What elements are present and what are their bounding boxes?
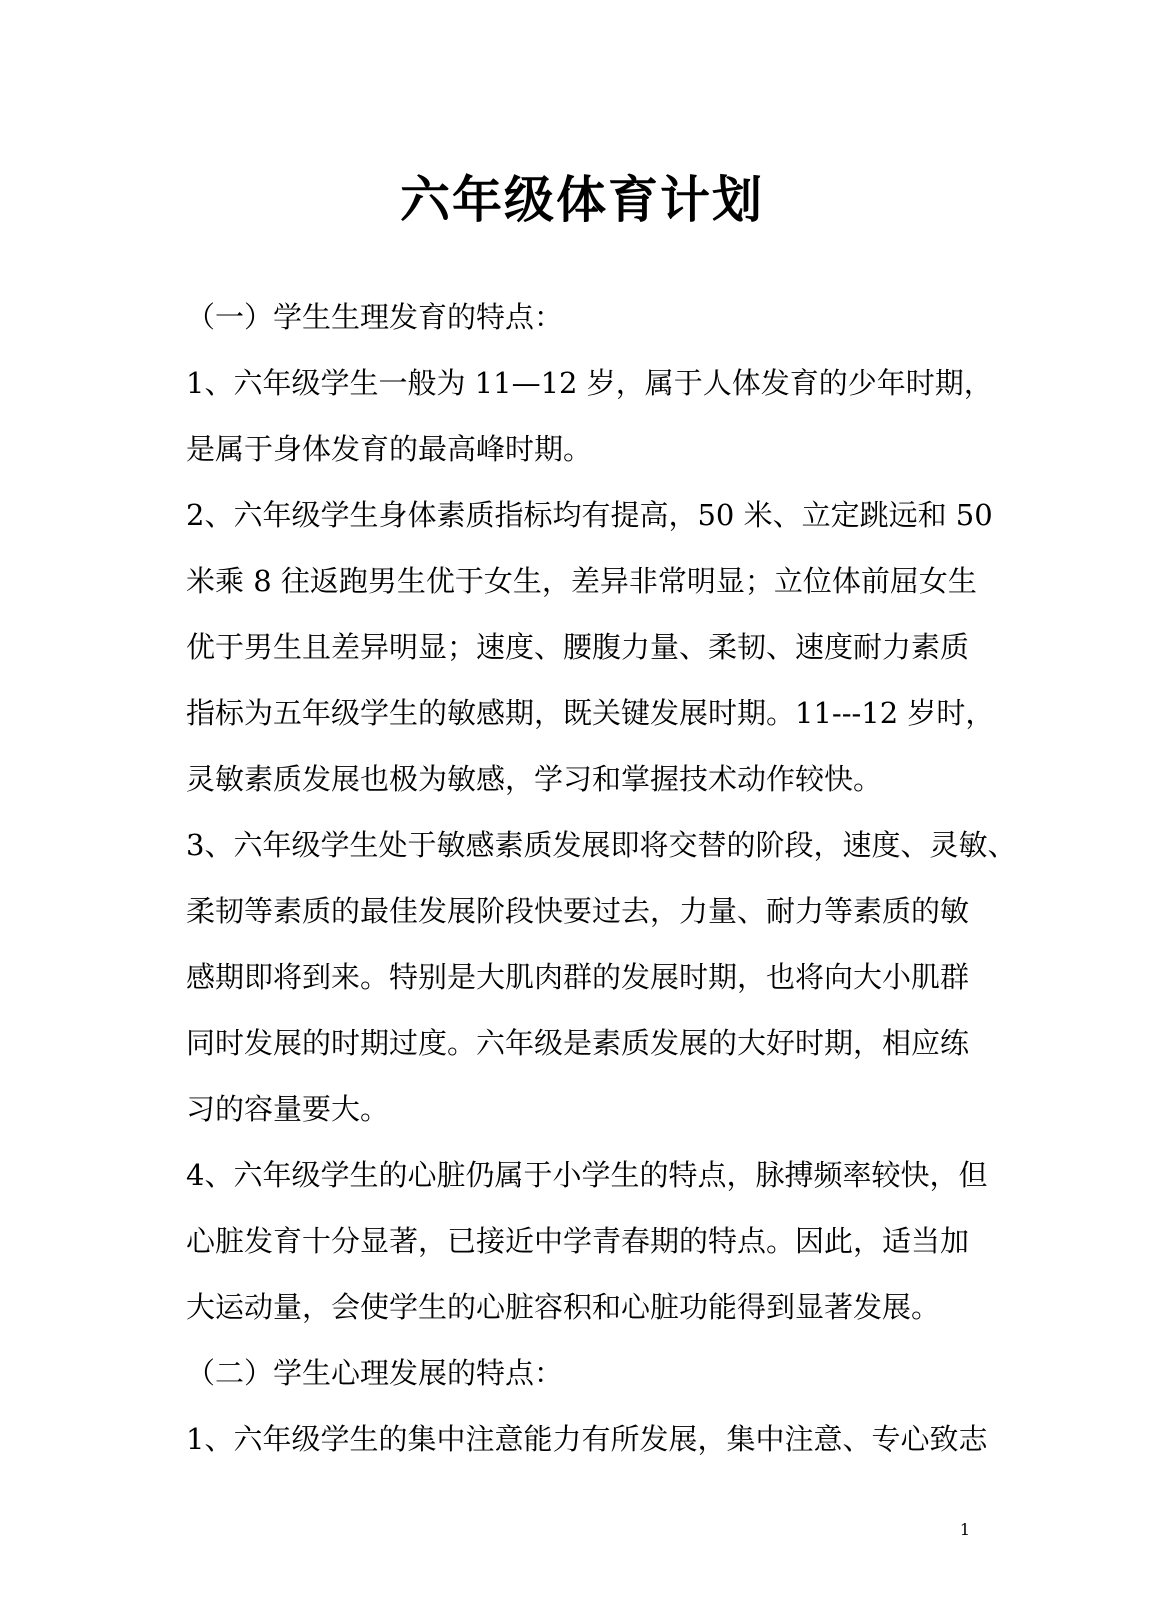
paragraph-line: 1、六年级学生一般为 11—12 岁，属于人体发育的少年时期， (186, 366, 993, 400)
paragraph-line: 大运动量，会使学生的心脏容积和心脏功能得到显著发展。 (186, 1290, 941, 1324)
section-heading: （二）学生心理发展的特点： (186, 1356, 564, 1390)
paragraph-line: 心脏发育十分显著，已接近中学青春期的特点。因此，适当加 (186, 1224, 970, 1258)
paragraph-line: 米乘 8 往返跑男生优于女生，差异非常明显；立位体前屈女生 (186, 564, 977, 598)
paragraph-line: 同时发展的时期过度。六年级是素质发展的大好时期，相应练 (186, 1026, 970, 1060)
paragraph-line: 3、六年级学生处于敏感素质发展即将交替的阶段，速度、灵敏、 (186, 828, 1017, 862)
page-number: 1 (959, 1520, 970, 1539)
paragraph-line: 习的容量要大。 (186, 1092, 390, 1126)
paragraph-line: 是属于身体发育的最高峰时期。 (186, 432, 593, 466)
paragraph-line: 感期即将到来。特别是大肌肉群的发展时期，也将向大小肌群 (186, 960, 970, 994)
paragraph-line: 1、六年级学生的集中注意能力有所发展，集中注意、专心致志 (186, 1422, 988, 1456)
document-title: 六年级体育计划 (400, 170, 764, 229)
paragraph-line: 灵敏素质发展也极为敏感，学习和掌握技术动作较快。 (186, 762, 883, 796)
paragraph-line: 指标为五年级学生的敏感期，既关键发展时期。11---12 岁时， (186, 696, 995, 730)
paragraph-line: 4、六年级学生的心脏仍属于小学生的特点，脉搏频率较快，但 (186, 1158, 988, 1192)
section-heading: （一）学生生理发育的特点： (186, 300, 564, 334)
paragraph-line: 柔韧等素质的最佳发展阶段快要过去，力量、耐力等素质的敏 (186, 894, 970, 928)
document-body (186, 284, 1017, 1472)
paragraph-line: 2、六年级学生身体素质指标均有提高，50 米、立定跳远和 50 (186, 498, 993, 532)
paragraph-line: 优于男生且差异明显；速度、腰腹力量、柔韧、速度耐力素质 (186, 630, 970, 664)
